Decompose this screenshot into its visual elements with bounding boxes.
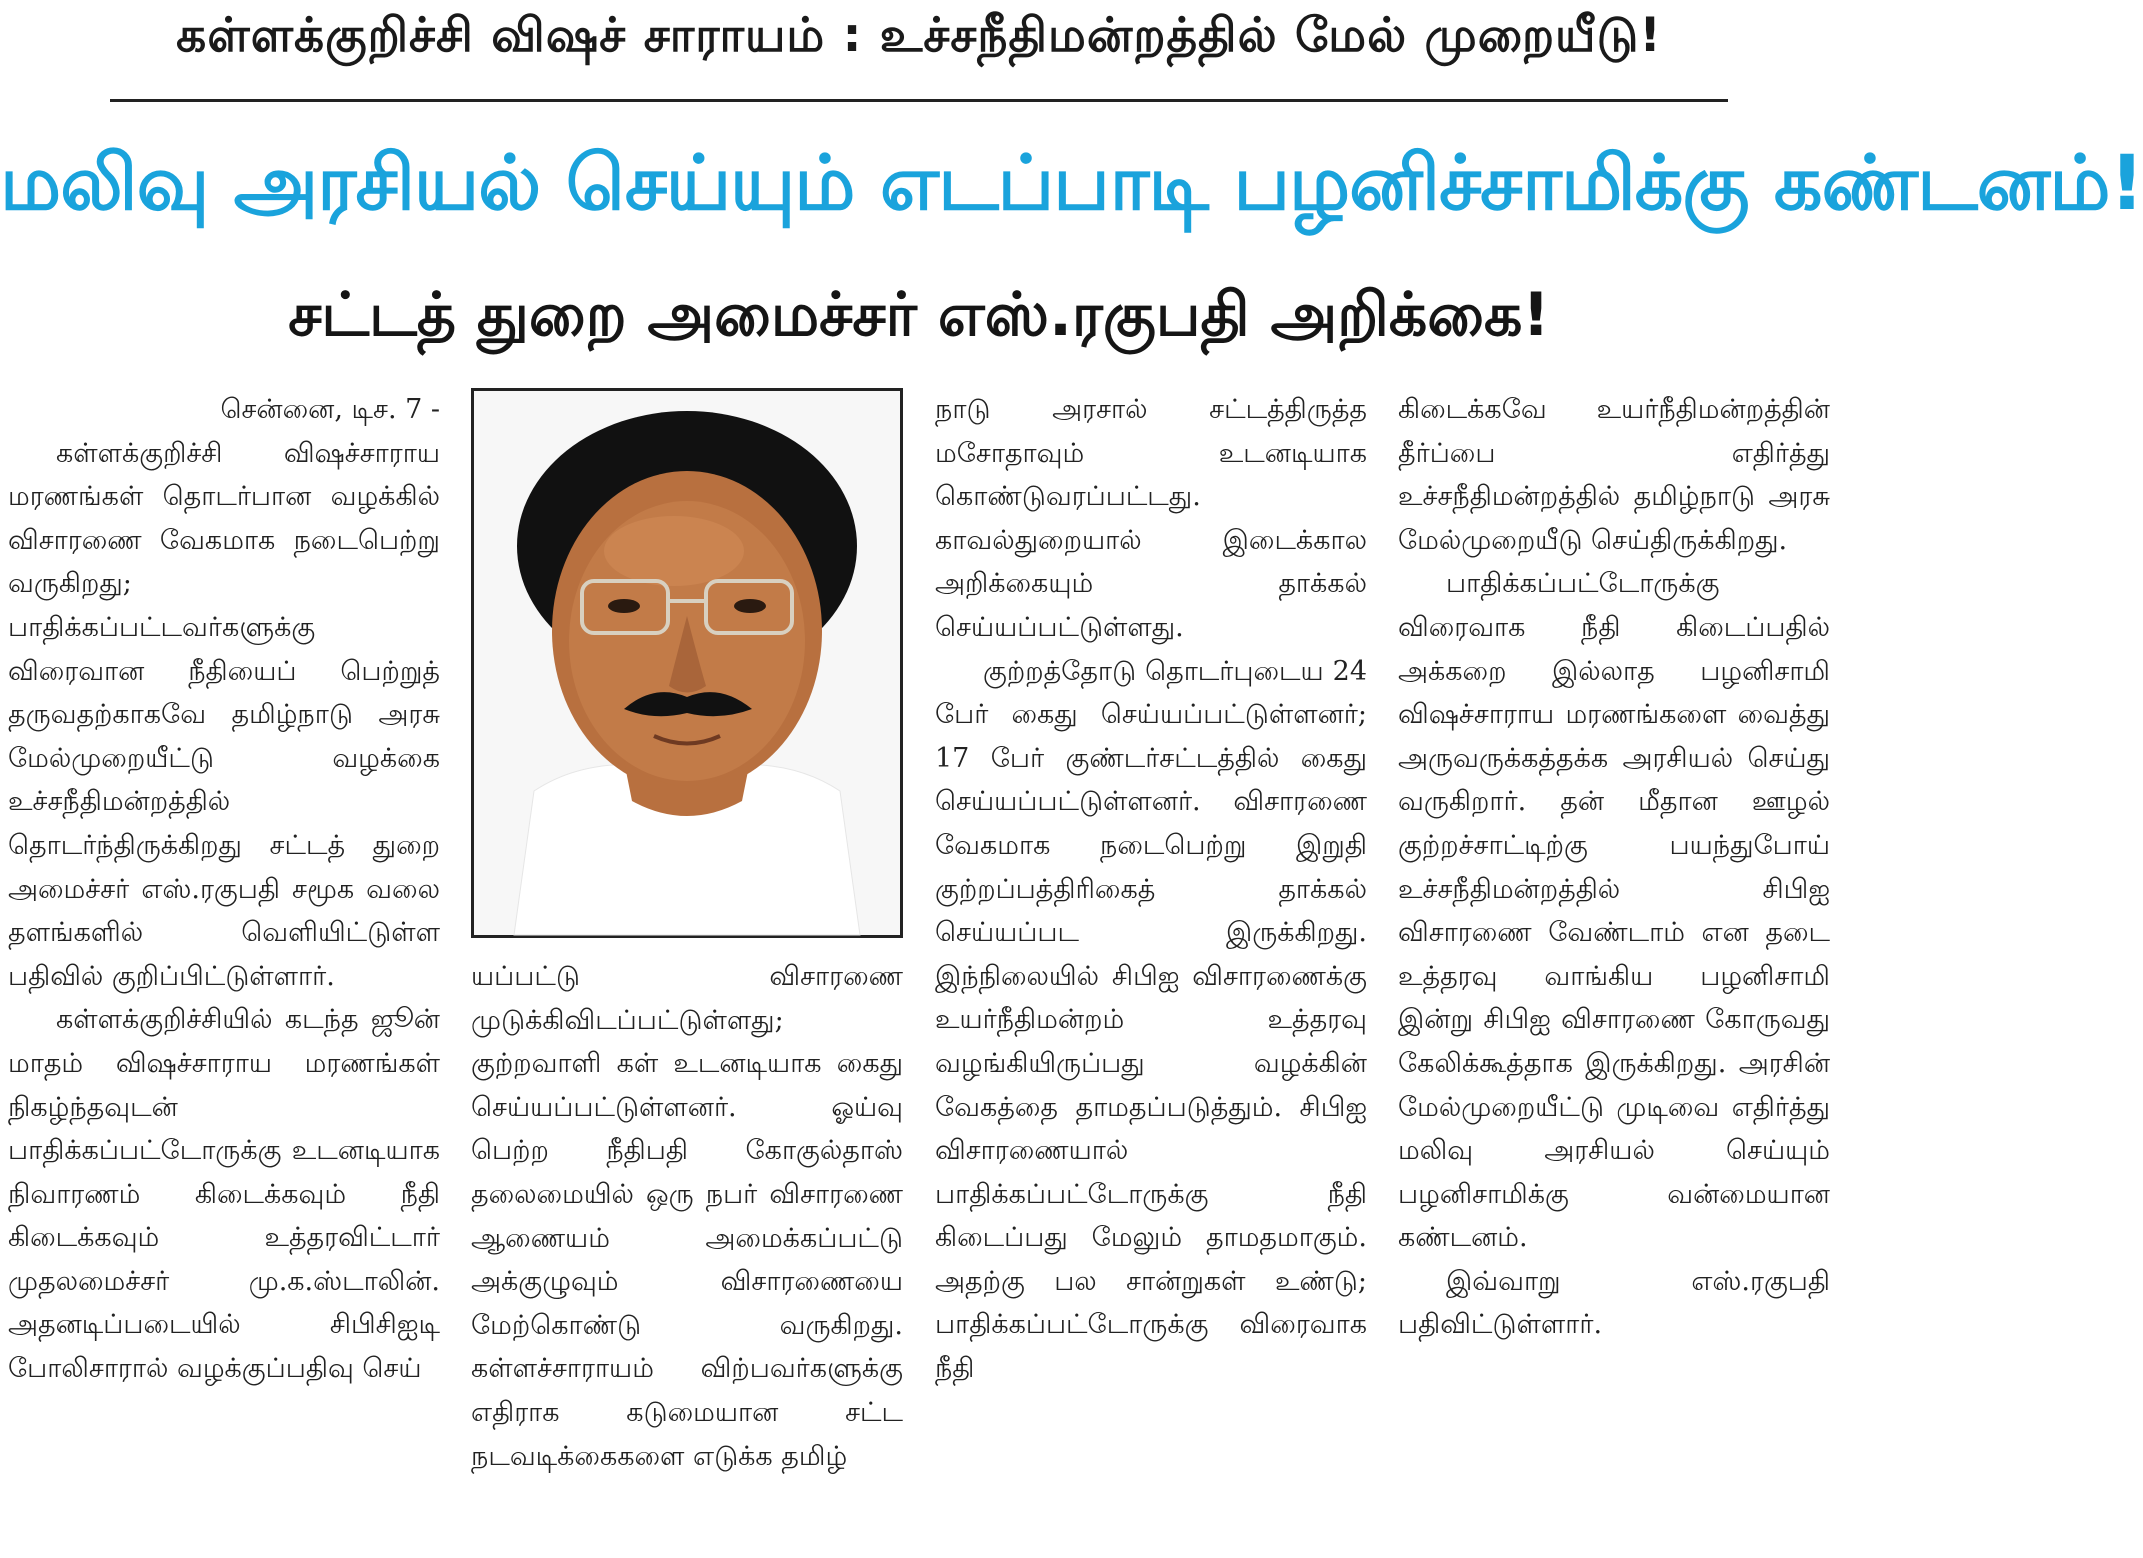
column-1 [8,388,440,1391]
paragraph: இவ்வாறு எஸ்.ரகுபதி பதிவிட்டுள்ளார். [1398,1265,1830,1341]
paragraph: பாதிக்கப்பட்டோருக்கு விரைவாக நீதி கிடைப்பதில் அக்கறை இல்லாத பழனிசாமி விஷச்சாராய மரணங்களை வைத்து அருவருக்கத்தக்க அரசியல் செய்து வருகிறார். தன் மீதான ஊழல் குற்றச்சாட்டிற்கு பயந்துபோய் உச்சநீதிமன்றத்தில் சிபிஐ விசாரணை வேண்டாம் என தடை உத்தரவு வாங்கிய பழனிசாமி இன்று சிபிஐ விசாரணை கோருவது கேலிக்கூத்தாக இருக்கிறது. அரசின் மேல்முறையீட்டு முடிவை எதிர்த்து மலிவு அரசியல் செய்யும் பழனிசாமிக்கு வன்மையான கண்டனம். [1398,568,1830,1254]
paragraph: நாடு அரசால் சட்டத்திருத்த மசோதாவும் உடனடியாக கொண்டுவரப்பட்டது. காவல்துறையால் இடைக்கால அறிக்கையும் தாக்கல் செய்யப்பட்டுள்ளது. [935,394,1367,643]
portrait-photo [471,388,903,938]
column-3 [935,388,1367,1391]
portrait-image [474,391,900,935]
column-4 [1398,388,1830,1347]
paragraph: கள்ளக்குறிச்சியில் கடந்த ஜூன் மாதம் விஷச்சாராய மரணங்கள் நிகழ்ந்தவுடன் பாதிக்கப்பட்டோருக்கு உடனடியாக நிவாரணம் கிடைக்கவும் நீதி கிடைக்கவும் உத்தரவிட்டார் முதலமைச்சர் மு.க.ஸ்டாலின். அதனடிப்படையில் சிபிசிஐடி போலிசாரால் வழக்குப்பதிவு செய் [8,1004,440,1385]
paragraph: கிடைக்கவே உயர்நீதிமன்றத்தின் தீர்ப்பை எதிர்த்து உச்சநீதிமன்றத்தில் தமிழ்நாடு அரசு மேல்முறையீடு செய்திருக்கிறது. [1398,394,1830,556]
kicker-underline [110,99,1728,102]
kicker-headline: கள்ளக்குறிச்சி விஷச் சாராயம் : உச்சநீதிமன்றத்தில் மேல் முறையீடு! [176,8,1662,63]
subheadline: சட்டத் துறை அமைச்சர் எஸ்.ரகுபதி அறிக்கை! [288,280,1550,350]
paragraph: குற்றத்தோடு தொடர்புடைய 24 பேர் கைது செய்யப்பட்டுள்ளனர்; 17 பேர் குண்டர்சட்டத்தில் கைது செய்யப்பட்டுள்ளனர். விசாரணை வேகமாக நடைபெற்று இறுதி குற்றப்பத்திரிகைத் தாக்கல் செய்யப்பட இருக்கிறது. இந்நிலையில் சிபிஐ விசாரணைக்கு உயர்நீதிமன்றம் உத்தரவு வழங்கியிருப்பது வழக்கின் வேகத்தை தாமதப்படுத்தும். சிபிஐ விசாரணையால் பாதிக்கப்பட்டோருக்கு நீதி கிடைப்பது மேலும் தாமதமாகும். அதற்கு பல சான்றுகள் உண்டு; பாதிக்கப்பட்டோருக்கு விரைவாக நீதி [935,655,1367,1385]
column-2 [471,955,903,1478]
paragraph: கள்ளக்குறிச்சி விஷச்சாராய மரணங்கள் தொடர்பான வழக்கில் விசாரணை வேகமாக நடைபெற்று வருகிறது; பாதிக்கப்பட்டவர்களுக்கு விரைவான நீதியைப் பெற்றுத் தருவதற்காகவே தமிழ்நாடு அரசு மேல்முறையீட்டு வழக்கை உச்சநீதிமன்றத்தில் தொடர்ந்திருக்கிறது சட்டத் துறை அமைச்சர் எஸ்.ரகுபதி சமூக வலை தளங்களில் வெளியிட்டுள்ள பதிவில் குறிப்பிட்டுள்ளார். [8,437,440,992]
dateline: சென்னை, டிச. 7 - [220,394,440,425]
paragraph: யப்பட்டு விசாரணை முடுக்கிவிடப்பட்டுள்ளது; குற்றவாளி கள் உடனடியாக கைது செய்யப்பட்டுள்ளனர். ஓய்வு பெற்ற நீதிபதி கோகுல்தாஸ் தலைமையில் ஒரு நபர் விசாரணை ஆணையம் அமைக்கப்பட்டு அக்குழுவும் விசாரணையை மேற்கொண்டு வருகிறது. கள்ளச்சாராயம் விற்பவர்களுக்கு எதிராக கடுமையான சட்ட நடவடிக்கைகளை எடுக்க தமிழ் [471,961,903,1472]
main-headline: மலிவு அரசியல் செய்யும் எடப்பாடி பழனிச்சாமிக்கு கண்டனம்! [0,138,2143,227]
